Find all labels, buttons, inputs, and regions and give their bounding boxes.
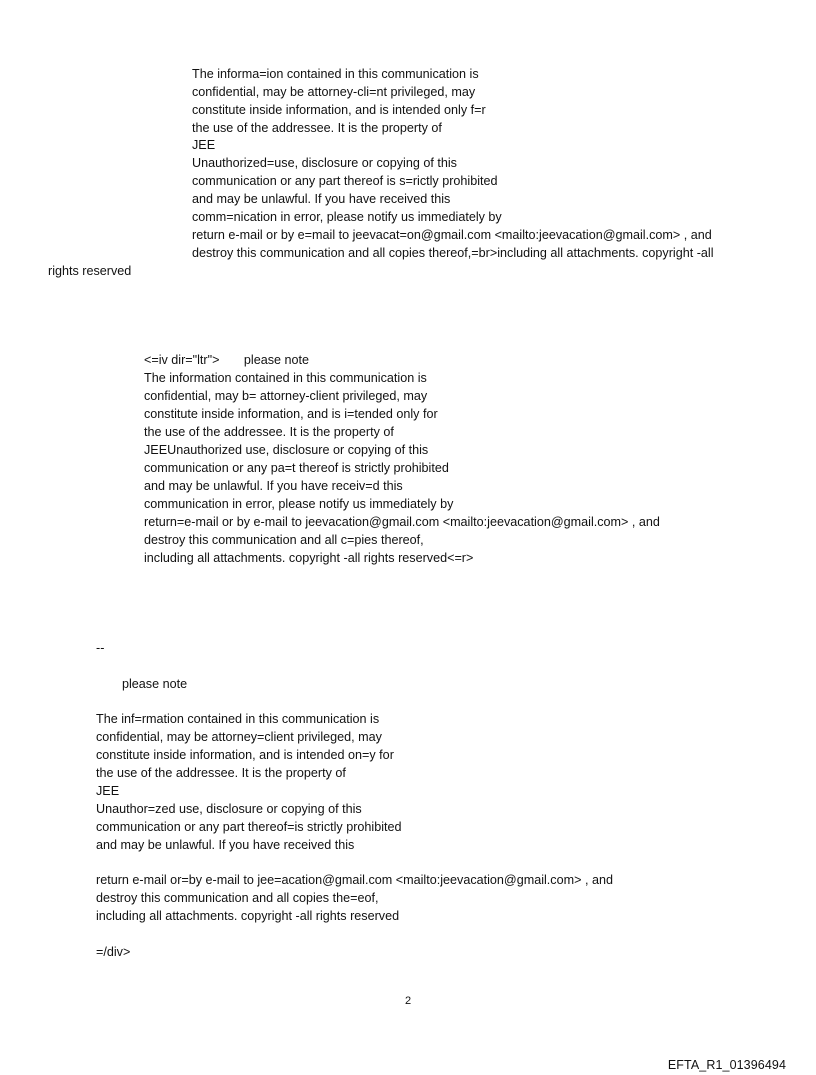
text-line: the use of the addressee. It is the property of (96, 766, 346, 780)
text-line: constitute inside information, and is i=tended only for (144, 407, 438, 421)
separator: -- (96, 641, 105, 655)
text-line: communication or any part thereof is s=rictly prohibited (192, 174, 498, 188)
text-line: destroy this communication and all copies thereof,=br>including all attachments. copyright -all (192, 246, 714, 260)
text-line: <=iv dir="ltr"> please note (144, 353, 310, 367)
text-line: JEE (96, 784, 120, 798)
document-id: EFTA_R1_01396494 (667, 1058, 786, 1072)
text-line: comm=nication in error, please notify us immediately by (192, 210, 502, 224)
text-line: communication or any part thereof=is strictly prohibited (96, 820, 402, 834)
text-line: communication or any pa=t thereof is strictly prohibited (144, 461, 449, 475)
text-line: including all attachments. copyright -all rights reserved<=r> (144, 551, 474, 565)
text-line: the use of the addressee. It is the property of (192, 121, 442, 135)
text-line: and may be unlawful. If you have received this (96, 838, 355, 852)
text-line: and may be unlawful. If you have receiv=d this (144, 479, 403, 493)
text-line: return e-mail or=by e-mail to jee=acation@gmail.com <mailto:jeevacation@gmail.com> , and (96, 873, 613, 887)
text-line: and may be unlawful. If you have received this (192, 192, 451, 206)
text-line: rights reserved (48, 264, 132, 278)
page-number: 2 (404, 995, 412, 1007)
text-line: destroy this communication and all copies the=eof, (96, 891, 379, 905)
text-line: return=e-mail or by e-mail to jeevacation@gmail.com <mailto:jeevacation@gmail.com> , and (144, 515, 660, 529)
text-line: return e-mail or by e=mail to jeevacat=on@gmail.com <mailto:jeevacation@gmail.com> , and (192, 228, 712, 242)
heading: please note (122, 677, 188, 691)
text-line: communication in error, please notify us immediately by (144, 497, 454, 511)
text-line: confidential, may be attorney-cli=nt privileged, may (192, 85, 476, 99)
text-line: confidential, may be attorney=client privileged, may (96, 730, 382, 744)
text-line: The informa=ion contained in this communication is (192, 67, 479, 81)
text-line: confidential, may b= attorney-client privileged, may (144, 389, 428, 403)
closing-tag-text: =/div> (96, 945, 131, 959)
text-line: constitute inside information, and is intended only f=r (192, 103, 486, 117)
text-line: including all attachments. copyright -all rights reserved (96, 909, 400, 923)
text-line: the use of the addressee. It is the property of (144, 425, 394, 439)
text-line: destroy this communication and all c=pies thereof, (144, 533, 424, 547)
text-line: The information contained in this communication is (144, 371, 427, 385)
text-line: JEE (192, 138, 216, 152)
text-line: The inf=rmation contained in this communication is (96, 712, 380, 726)
text-line: Unauthorized=use, disclosure or copying of this (192, 156, 457, 170)
text-line: JEEUnauthorized use, disclosure or copying of this (144, 443, 429, 457)
text-line: Unauthor=zed use, disclosure or copying of this (96, 802, 362, 816)
text-line: constitute inside information, and is intended on=y for (96, 748, 394, 762)
